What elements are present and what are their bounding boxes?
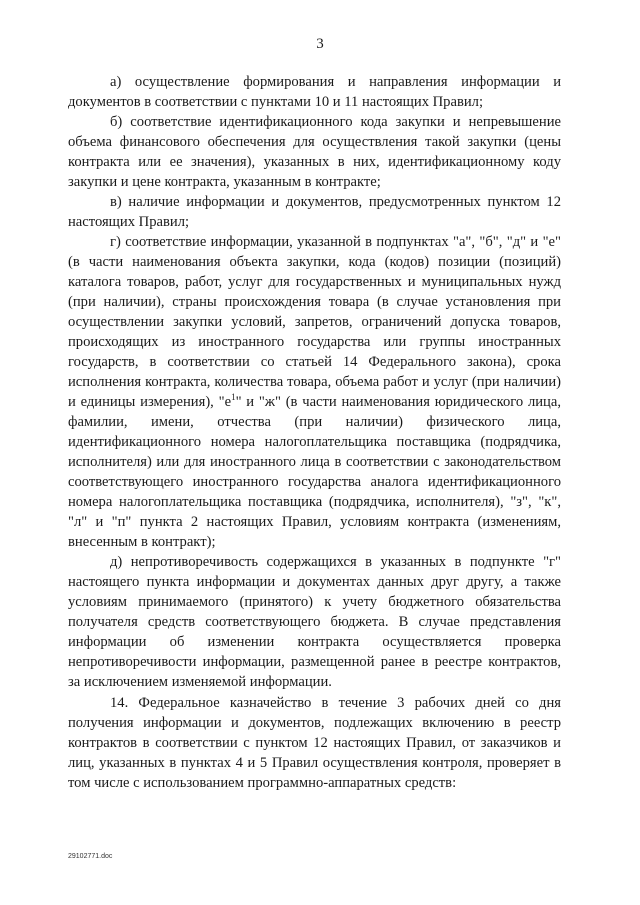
file-name-footer: 29102771.doc xyxy=(68,853,113,860)
paragraph-v: в) наличие информации и документов, предусмотренных пунктом 12 настоящих Правил; xyxy=(68,194,561,230)
superscript-index: 1 xyxy=(231,392,236,403)
paragraph-a: а) осуществление формирования и направления информации и документов в соответствии с пунктами 10 и 11 настоящих Правил; xyxy=(68,74,561,110)
paragraph-d: д) непротиворечивость содержащихся в указанных в подпункте "г" настоящего пункта информации и документах данных друг другу, а также условиям принимаемого (принятого) к учету бюджетного обязательства получателя средств соответствующего бюджета. В случае представления информации об изменении контракта осуществляется проверка непротиворечивости информации, размещенной ранее в реестре контрактов, за исключением изменяемой информации. xyxy=(68,554,561,690)
page-number: 3 xyxy=(316,36,324,52)
paragraph-b: б) соответствие идентификационного кода закупки и непревышение объема финансового обеспечения для осуществления такой закупки (цены контракта или ее значения), указанных в них, идентификационному коду закупки и цене контракта, указанным в контракте; xyxy=(68,114,561,190)
paragraph-g xyxy=(68,232,561,552)
document-body xyxy=(68,72,561,793)
paragraph-14: 14. Федеральное казначейство в течение 3 рабочих дней со дня получения информации и документов, подлежащих включению в реестр контрактов в соответствии с пунктом 12 настоящих Правил, от заказчиков и лиц, указанных в пунктах 4 и 5 Правил осуществления контроля, проверяет в том числе с использованием программно-аппаратных средств: xyxy=(68,695,561,791)
paragraph-g-part1: г) соответствие информации, указанной в подпунктах "а", "б", "д" и "е" (в части наименования объекта закупки, кода (кодов) позиции (позиций) каталога товаров, работ, услуг для государственных и муниципальных нужд (при наличии), страны происхождения товара (в случае установления при осуществлении закупки условий, запретов, ограничений допуска товаров, происходящих из иностранного государства или группы иностранных государств, в соответствии со статьей 14 Федерального закона), срока исполнения контракта, количества товара, объема работ и услуг (при наличии) и единицы измерения), "е xyxy=(68,234,561,410)
paragraph-g-part2: " и "ж" (в части наименования юридического лица, фамилии, имени, отчества (при наличии) физического лица, идентификационного номера налогоплательщика поставщика (подрядчика, исполнителя) или для иностранного лица в соответствии с законодательством соответствующего иностранного государства аналога идентификационного номера налогоплательщика поставщика (подрядчика, исполнителя), "з", "к", "л" и "п" пункта 2 настоящих Правил, условиям контракта (изменениям, внесенным в контракт); xyxy=(68,394,561,550)
